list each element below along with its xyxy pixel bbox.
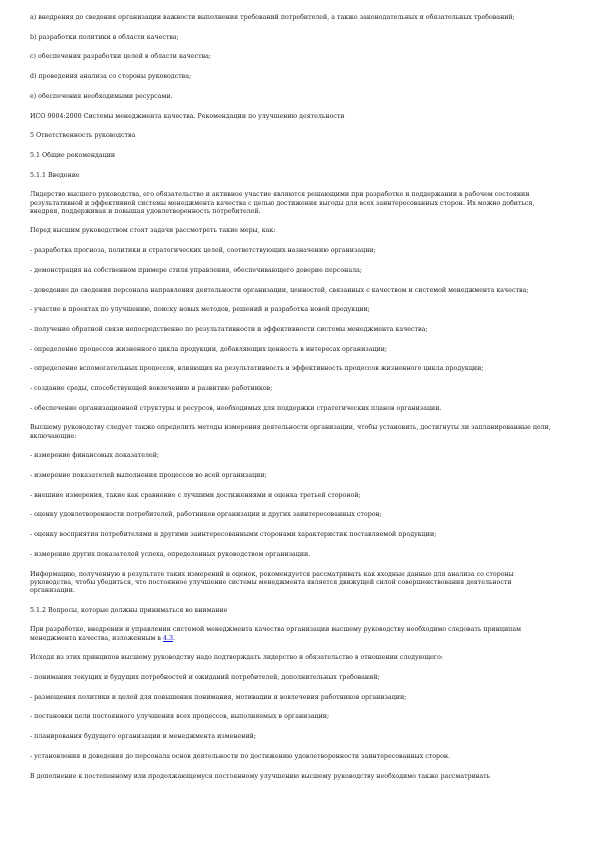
section-heading-5-1-1: 5.1.1 Введение	[30, 171, 80, 179]
body-paragraph: Перед высшим руководством стоят задачи рассмотреть такие меры, как:	[30, 227, 276, 235]
body-paragraph: Исходя из этих принципов высшему руководству надо подтверждать лидерство и обязательство в отношении следующего:	[30, 654, 444, 662]
bullet-item: - определение вспомогательных процессов, влияющих на результативность и эффективность процессов жизненного цикла продукции;	[30, 365, 484, 373]
bullet-item: - оценку восприятия потребителями и другими заинтересованными сторонами характеристик поставляемой продукции;	[30, 531, 437, 539]
bullet-item: - разработка прогноза, политики и стратегических целей, соответствующих назначению организации;	[30, 247, 376, 255]
bullet-item: - установления и доведения до персонала основ деятельности по достижению удовлетворенности заинтересованных сторон.	[30, 752, 451, 760]
bullet-item: - участие в проектах по улучшению, поиску новых методов, решений и разработка новой продукции;	[30, 306, 370, 314]
clause-4-3-link[interactable]: 4.3	[162, 634, 173, 642]
section-heading-5-1-2: 5.1.2 Вопросы, которые должны приниматься во внимание	[30, 606, 228, 614]
section-heading-5-1: 5.1 Общие рекомендации	[30, 151, 116, 159]
section-heading-5: 5 Ответственность руководства	[30, 132, 136, 140]
body-paragraph: Лидерство высшего руководства, его обязательство и активное участие являются решающими при разработке и поддержании в рабочем состоянии результативной и эффективной системы менеджмента качества с целью достижения выгоды для всех заинтересованных сторон. Их можно добиться, внедряя, поддерживая и повышая удовлетворенность потребителей.	[30, 191, 535, 215]
list-item-e: e) обеспечения необходимыми ресурсами.	[30, 92, 173, 100]
document-page	[30, 14, 552, 792]
list-item-a: a) внедрения до сведения организации важности выполнения требований потребителей, а также законодательных и обязательных требований;	[30, 14, 515, 21]
body-paragraph: Высшему руководству следует также определить методы измерения деятельности организации, чтобы установить, достигнуты ли запланированные цели, включающие:	[30, 424, 551, 440]
body-paragraph: В дополнение к постепенному или продолжающемуся постоянному улучшению высшему руководству необходимо также рассматривать	[30, 772, 491, 780]
bullet-item: - оценку удовлетворенности потребителей, работников организации и других заинтересованных сторон;	[30, 511, 382, 519]
bullet-item: - демонстрация на собственном примере стиля управления, обеспечивающего доверие персонала;	[30, 266, 362, 274]
bullet-item: - измерение других показателей успеха, определенных руководством организации.	[30, 550, 311, 558]
bullet-item: - постановки цели постоянного улучшения всех процессов, выполняемых в организации;	[30, 713, 330, 721]
bullet-item: - обеспечение организационной структуры и ресурсов, необходимых для поддержки стратегических планов организации.	[30, 404, 442, 412]
bullet-item: - понимания текущих и будущих потребностей и ожиданий потребителей, дополнительных требований;	[30, 674, 380, 682]
bullet-item: - внешние измерения, такие как сравнение с лучшими достижениями и оценка третьей стороной;	[30, 491, 361, 499]
bullet-item: - размещения политики и целей для повышения понимания, мотивации и вовлечения работников организации;	[30, 693, 407, 701]
bullet-item: - доведение до сведения персонала направления деятельности организации, ценностей, связанных с качеством и системой менеджмента качества;	[30, 286, 529, 294]
list-item-d: d) проведения анализа со стороны руководства;	[30, 73, 192, 81]
bullet-item: - создание среды, способствующей вовлечению и развитию работников;	[30, 385, 273, 393]
list-item-c: c) обеспечения разработки целей в области качества;	[30, 53, 212, 61]
bullet-item: - планирования будущего организации и менеджмента изменений;	[30, 733, 256, 741]
principles-end: .	[172, 634, 175, 642]
bullet-item: - измерение показателей выполнения процессов во всей организации;	[30, 472, 267, 480]
principles-paragraph	[30, 626, 552, 642]
bullet-item: - измерение финансовых показателей;	[30, 452, 160, 460]
document-title: ИСО 9004:2000 Системы менеджмента качества. Рекомендации по улучшению деятельности	[30, 112, 345, 120]
body-paragraph: Информацию, полученную в результате таких измерений и оценок, рекомендуется рассматривать как входные данные для анализа со стороны руководства, чтобы убедиться, что постоянное улучшение системы менеджмента является движущей силой совершенствования деятельности организации.	[30, 570, 514, 594]
bullet-item: - получение обратной связи непосредственно по результативности и эффективности системы менеджмента качества;	[30, 325, 428, 333]
principles-text: При разработке, внедрении и управлении системой менеджмента качества организации высшему руководству необходимо следовать принципам менеджмента качества, изложенным в	[30, 626, 521, 642]
list-item-b: b) разработки политики в области качества;	[30, 33, 179, 41]
bullet-item: - определение процессов жизненного цикла продукции, добавляющих ценность в интересах организации;	[30, 345, 388, 353]
